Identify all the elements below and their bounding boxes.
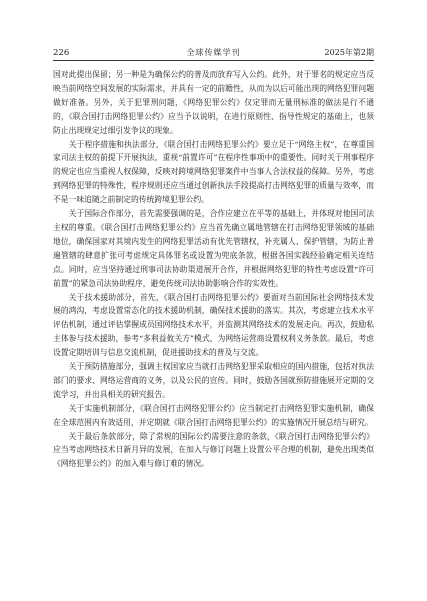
paragraph-final-provisions: 关于最后条款部分，除了常规的国际公约需要注意的条款，《联合国打击网络犯罪公约》应当考虑网络技术日新月异的发展，在加入与修订问题上设置公平合理的机制，避免出现类似《网络犯罪公约》的加入难与修订难的情况。 [53,431,374,469]
paragraph-technical-assistance: 关于技术援助部分，首先，《联合国打击网络犯罪公约》要面对当前国际社会网络技术发展的鸿沟，考虑设置常态化的技术援助机制，确保技术援助的落实。其次，考虑建立技术水平评估机制，通过评估掌握成员国网络技术水平，并监测其网络技术的发展走向。再次，鼓励私主体参与技术援助，参考“多利益攸关方”模式，为网络运营商设置权利义务条款。最后，考虑设置定期培训与信息交流机制，促进援助技术的普及与交流。 [53,292,374,358]
paragraph-international-cooperation: 关于国际合作部分，首先需要强调的是，合作应建立在平等的基础上，并体现对他国司法主权的尊重。《联合国打击网络犯罪公约》应当首先确立属地管辖在打击网络犯罪领域的基础地位，确保国家对其境内发生的网络犯罪活动有优先管辖权，补充属人、保护管辖，为防止普遍管辖的肆意扩张可考虑规定具体罪名或设置为兜底条款，根据各国实践经验确定相关连结点。同时，应当坚持通过刑事司法协助渠道展开合作，并根据网络犯罪的特性考虑设置“许可前置”的紧急司法协助程序，避免传统司法协助影响合作的实效性。 [53,209,374,288]
paragraph-continuation: 国对此提出保留；另一种是为确保公约的普及而放弃写入公约。此外，对于罪名的规定应当反映当前网络空间发展的实际需求，并具有一定的前瞻性，从而为以后可能出现的网络犯罪问题做好准备。另外，关于犯罪刑问题，《网络犯罪公约》仅定罪而无量刑标准的做法是行不通的，《联合国打击网络犯罪公约》应当予以说明，在进行原则性、指导性规定的基础上，也须防止出现规定过细引发争议的现象。 [53,70,374,135]
paragraph-preventive-measures: 关于预防措施部分，强调主权国家应当就打击网络犯罪采取相应的国内措施，包括对执法部门的要求、网络运营商的义务，以及公民的宣传。同时，鼓励各国就预防措施展开定期的交流学习，并出具相关的研究报告。 [53,362,374,399]
paragraph-procedural-measures: 关于程序措施和执法部分，《联合国打击网络犯罪公约》要立足于“网络主权”，在尊重国家司法主权的前提下开展执法，重视“前置许可”在程序性事项中的重要性。同时关于刑事程序的规定也应当重视人权保障，反映对跨境网络犯罪案件中当事人合法权益的保障。另外，考虑到网络犯罪的特殊性，程序规则还应当通过创新执法手段提高打击网络犯罪的质量与效率，而不是一味追随之前制定的传统跨境犯罪公约。 [53,139,374,205]
page-number: 226 [53,48,70,58]
article-body [53,68,374,471]
journal-title: 全球传媒学刊 [186,48,241,57]
issue-label: 2025年第2期 [324,48,374,57]
running-header [53,46,374,61]
paragraph-implementation-mechanism: 关于实施机制部分，《联合国打击网络犯罪公约》应当制定打击网络犯罪实施机制，确保在全球范围内有效适用，并定期就《联合国打击网络犯罪公约》的实施情况开展总结与研究。 [53,403,374,427]
